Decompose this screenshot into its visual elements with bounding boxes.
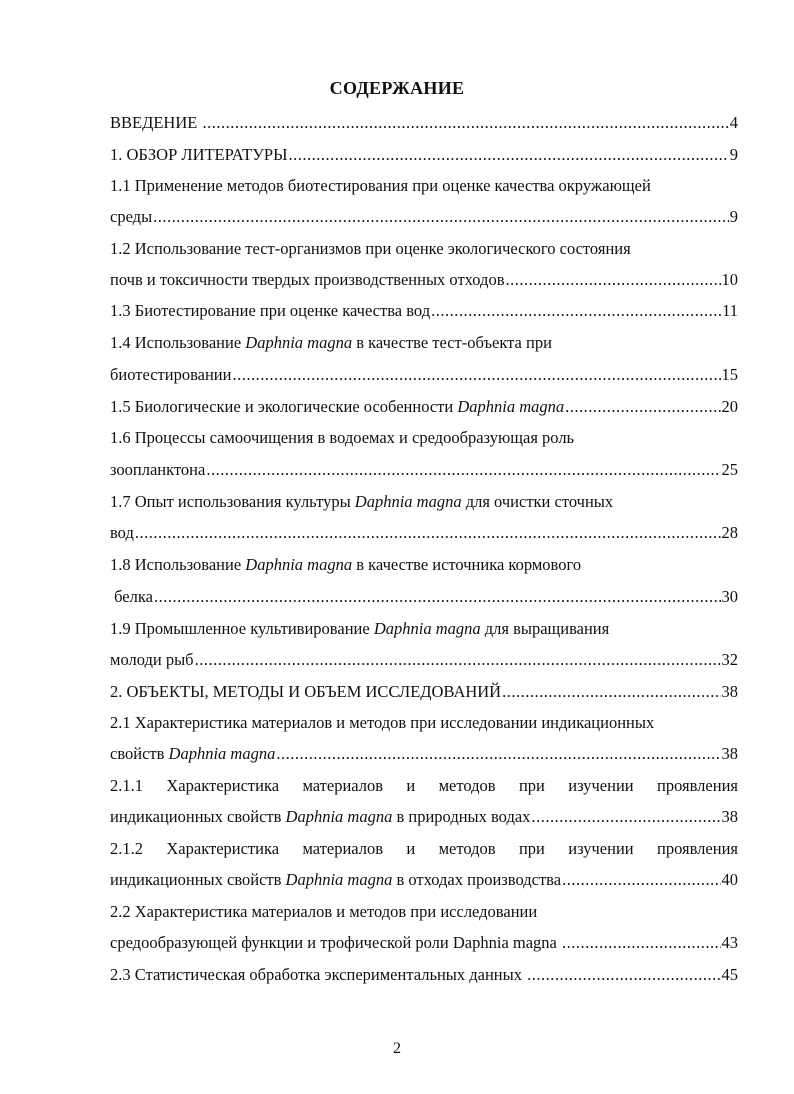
toc-entry-1-8-line1: 1.8 Использование Daphnia magna в качестве источника кормового <box>110 555 582 574</box>
toc-page-number: 11 <box>722 301 738 320</box>
toc-entry-2-1-1: индикационных свойств Daphnia magna в природных водах ..... 38 <box>110 804 738 830</box>
leader-dots <box>289 142 729 168</box>
toc-entry-1-1: среды ..... 9 <box>110 204 738 230</box>
leader-dots <box>431 298 721 324</box>
toc-page-number: 45 <box>721 965 738 984</box>
toc-entry-1-6: зоопланктона ..... 25 <box>110 457 738 483</box>
toc-page-number: 15 <box>721 365 738 384</box>
toc-entry-1-1-line1: 1.1 Применение методов биотестирования при оценке качества окружающей <box>110 176 651 195</box>
toc-entry-1-2-line1: 1.2 Использование тест-организмов при оценке экологического состояния <box>110 239 631 258</box>
toc-entry-1-4-line1: 1.4 Использование Daphnia magna в качестве тест-объекта при <box>110 333 552 352</box>
toc-entry-1-3: 1.3 Биотестирование при оценке качества вод ..... 11 <box>110 298 738 324</box>
leader-dots <box>232 362 720 388</box>
leader-dots <box>153 204 729 230</box>
leader-dots <box>202 110 728 136</box>
toc-entry-2-2-line1: 2.2 Характеристика материалов и методов при исследовании <box>110 902 538 921</box>
toc-entry-1-9: молоди рыб ..... 32 <box>110 647 738 673</box>
page-title: СОДЕРЖАНИЕ <box>329 78 465 98</box>
toc-entry-1-7: вод ..... 28 <box>110 520 738 546</box>
toc-page-number: 30 <box>721 587 738 606</box>
toc-entry-1-2: почв и токсичности твердых производственных отходов ..... 10 <box>110 267 738 293</box>
toc-entry-introduction: ВВЕДЕНИЕ ..... 4 <box>110 110 738 136</box>
leader-dots <box>206 457 720 483</box>
toc-page-number: 25 <box>721 460 738 479</box>
leader-dots <box>565 394 720 420</box>
toc-entry-1-7-line1: 1.7 Опыт использования культуры Daphnia magna для очистки сточных <box>110 492 614 511</box>
toc-entry-chapter-1: 1. ОБЗОР ЛИТЕРАТУРЫ ..... 9 <box>110 142 738 168</box>
leader-dots <box>562 867 720 893</box>
leader-dots <box>135 520 721 546</box>
toc-entry-2-1: свойств Daphnia magna ..... 38 <box>110 741 738 767</box>
toc-entry-2-3: 2.3 Статистическая обработка экспериментальных данных ..... 45 <box>110 962 738 988</box>
toc-entry-chapter-2: 2. ОБЪЕКТЫ, МЕТОДЫ И ОБЪЕМ ИССЛЕДОВАНИЙ ..... 38 <box>110 679 738 705</box>
toc-entry-1-5: 1.5 Биологические и экологические особенности Daphnia magna ..... 20 <box>110 394 738 420</box>
leader-dots <box>276 741 720 767</box>
page-number: 2 <box>393 1040 401 1057</box>
toc-page-number: 38 <box>721 744 738 763</box>
toc-page-number: 40 <box>721 870 738 889</box>
toc-entry-2-1-2: индикационных свойств Daphnia magna в отходах производства ..... 40 <box>110 867 738 893</box>
toc-page-number: 9 <box>729 145 738 164</box>
toc-entry-1-4: биотестировании ..... 15 <box>110 362 738 388</box>
toc-page-number: 43 <box>721 933 738 952</box>
toc-page-number: 4 <box>729 113 738 132</box>
toc-page-number: 32 <box>721 650 738 669</box>
toc-entry-1-9-line1: 1.9 Промышленное культивирование Daphnia magna для выращивания <box>110 619 610 638</box>
toc-page-number: 10 <box>721 270 738 289</box>
leader-dots <box>527 962 720 988</box>
toc-entry-2-2: средообразующей функции и трофической роли Daphnia magna ..... 43 <box>110 930 738 956</box>
leader-dots <box>154 584 721 610</box>
toc-page-number: 9 <box>729 207 738 226</box>
leader-dots <box>562 930 721 956</box>
leader-dots <box>531 804 720 830</box>
toc-entry-1-6-line1: 1.6 Процессы самоочищения в водоемах и средообразующая роль <box>110 428 575 447</box>
toc-page-number: 28 <box>721 523 738 542</box>
leader-dots <box>502 679 720 705</box>
toc-page-number: 38 <box>721 807 738 826</box>
toc-entry-2-1-1-line1: 2.1.1 Характеристика материалов и методов при изучении проявления <box>110 776 738 795</box>
toc-page-number: 38 <box>721 682 738 701</box>
toc-entry-2-1-2-line1: 2.1.2 Характеристика материалов и методов при изучении проявления <box>110 839 738 858</box>
leader-dots <box>506 267 721 293</box>
toc-entry-2-1-line1: 2.1 Характеристика материалов и методов при исследовании индикационных <box>110 713 655 732</box>
toc-entry-1-8: белка ..... 30 <box>110 584 738 610</box>
toc-page-number: 20 <box>721 397 738 416</box>
leader-dots <box>195 647 721 673</box>
